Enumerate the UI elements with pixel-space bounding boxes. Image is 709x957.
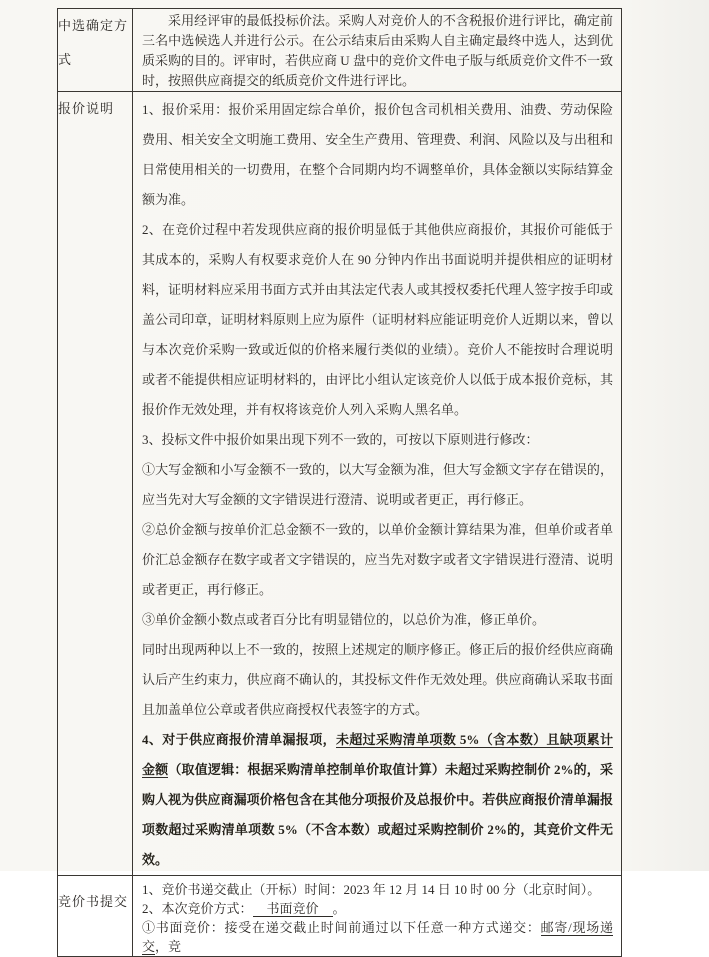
quote-notes-cell — [133, 92, 622, 876]
row-label-bid-submission: 竞价书提交 — [58, 876, 133, 957]
written-bid-delivery-methods: 邮寄/现场递交 — [142, 920, 613, 954]
bid-deadline-text: 1、竞价书递交截止（开标）时间：2023 年 12 月 14 日 10 时 00 分（北京时间）。 — [142, 882, 601, 897]
quote-note-4-rest: （取值逻辑：根据采购清单控制单价取值计算）未超过采购控制价 2%的，采购人视为供应商漏项价格包含在其他分项报价及总报价中。若供应商报价清单漏报项数超过采购清单项数 5%（不含本数）或超过采购控制价 2%的，其竞价文件无效。 — [142, 762, 613, 867]
quote-note-3-item-3: ③单价金额小数点或者百分比有明显错位的，以总价为准，修正单价。 — [142, 612, 546, 627]
quote-note-3-item-2: ②总价金额与按单价汇总金额不一致的，以单价金额计算结果为准，但单价或者单价汇总金额存在数字或者文字错误的，应当先对数字或者文字错误进行澄清、说明或者更正，再行修正。 — [142, 522, 613, 597]
bid-method-text — [133, 899, 621, 918]
quote-note-4-underlined-threshold: 未超过采购清单项数 5%（含本数）且缺项累计金额 — [142, 732, 613, 777]
bid-method-prefix: 2、本次竞价方式： — [142, 901, 253, 916]
written-bid-delivery-text — [133, 918, 621, 956]
quote-note-3-order-rule: 同时出现两种以上不一致的，按照上述规定的顺序修正。修正后的报价经供应商确认后产生约束力，供应商不确认的，其投标文件作无效处理。供应商确认采取书面且加盖单位公章或者供应商授权代表签字的方式。 — [142, 642, 613, 717]
quote-note-3: 3、投标文件中报价如果出现下列不一致的，可按以下原则进行修改： — [142, 432, 539, 447]
bid-method-value: 书面竞价 — [253, 901, 333, 917]
quote-note-2: 2、在竞价过程中若发现供应商的报价明显低于其他供应商报价，其报价可能低于其成本的，采购人有权要求竞价人在 90 分钟内作出书面说明并提供相应的证明材料，证明材料应采用书面方式并由其法定代表人或其授权委托代理人签字按手印或盖公司印章，证明材料原则上应为原件（证明材料应能证明竞价人近期以来，曾以与本次竞价采购一致或近似的价格来履行类似的业绩）。竞价人不能按时合理说明或者不能提供相应证明材料的，由评比小组认定该竞价人以低于成本报价竞标，其报价作无效处理，并有权将该竞价人列入采购人黑名单。 — [142, 222, 613, 417]
quote-note-4-missing-items — [133, 725, 621, 875]
table-row-quote-notes — [58, 92, 622, 876]
written-bid-prefix: ①书面竞价：接受在递交截止时间前通过以下任意一种方式递交： — [142, 920, 541, 935]
table-row-selection-method — [58, 9, 622, 92]
table-row-bid-submission — [58, 876, 622, 957]
quote-note-3-item-1: ①大写金额和小写金额不一致的，以大写金额为准，但大写金额文字存在错误的，应当先对大写金额的文字错误进行澄清、说明或者更正，再行修正。 — [142, 462, 613, 507]
quote-note-4-prefix: 4、对于供应商报价清单漏报项， — [142, 732, 336, 747]
row-label-quote-notes: 报价说明 — [58, 92, 133, 876]
selection-method-text: 采用经评审的最低投标价法。采购人对竞价人的不含税报价进行评比，确定前三名中选候选人并进行公示。在公示结束后由采购人自主确定最终中选人，达到优质采购的目的。评审时，若供应商 U 盘中的竞价文件电子版与纸质竞价文件不一致时，按照供应商提交的纸质竞价文件进行评比。 — [142, 13, 613, 88]
written-bid-suffix: ，竞 — [155, 939, 182, 954]
selection-method-cell — [133, 9, 622, 92]
row-label-selection-method: 中选确定方式 — [58, 9, 133, 92]
procurement-terms-table — [57, 8, 622, 957]
quote-note-1: 1、报价采用：报价采用固定综合单价，报价包含司机相关费用、油费、劳动保险费用、相关安全文明施工费用、安全生产费用、管理费、利润、风险以及与出租和日常使用相关的一切费用，在整个合同期内均不调整单价，具体金额以实际结算金额为准。 — [142, 102, 613, 207]
bid-method-suffix: 。 — [332, 901, 346, 916]
bid-submission-cell — [133, 876, 622, 957]
